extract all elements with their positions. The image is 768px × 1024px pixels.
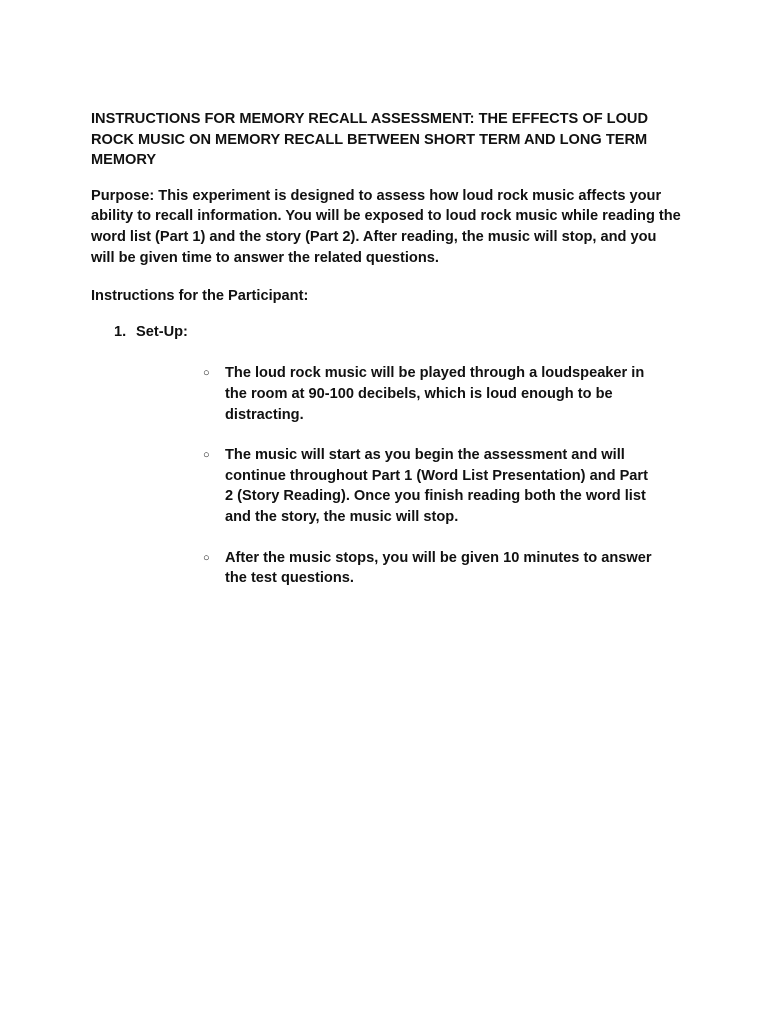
hollow-circle-bullet-icon: ○ [203, 367, 210, 380]
step-bullets [180, 363, 660, 588]
bullet-text: After the music stops, you will be given 10 minutes to answer the test questions. [225, 549, 652, 587]
step-label: Set-Up: [136, 323, 188, 340]
bullet-item [180, 363, 660, 425]
steps-list [91, 322, 681, 589]
bullet-item [180, 445, 660, 527]
bullet-text: The music will start as you begin the assessment and will continue throughout Part 1 (Word List Presentation) and Part 2 (Story Reading). Once you finish reading both the word list and the story, the music will stop. [225, 447, 648, 525]
instructions-heading: Instructions for the Participant: [91, 288, 309, 305]
step-number: 1. [114, 323, 127, 340]
purpose-paragraph: Purpose: This experiment is designed to assess how loud rock music affects your ability to recall information. You will be exposed to loud rock music while reading the word list (Part 1) and the story (Part 2). After reading, the music will stop, and you will be given time to answer the related questions. [91, 187, 681, 266]
hollow-circle-bullet-icon: ○ [203, 449, 210, 462]
bullet-item [180, 548, 660, 589]
document-body [91, 109, 681, 609]
bullet-text: The loud rock music will be played through a loudspeaker in the room at 90-100 decibels, which is loud enough to be distracting. [225, 365, 645, 423]
document-title: INSTRUCTIONS FOR MEMORY RECALL ASSESSMENT: THE EFFECTS OF LOUD ROCK MUSIC ON MEMORY RECALL BETWEEN SHORT TERM AND LONG TERM MEMORY [91, 111, 649, 169]
step-item [91, 322, 681, 589]
hollow-circle-bullet-icon: ○ [203, 551, 210, 564]
